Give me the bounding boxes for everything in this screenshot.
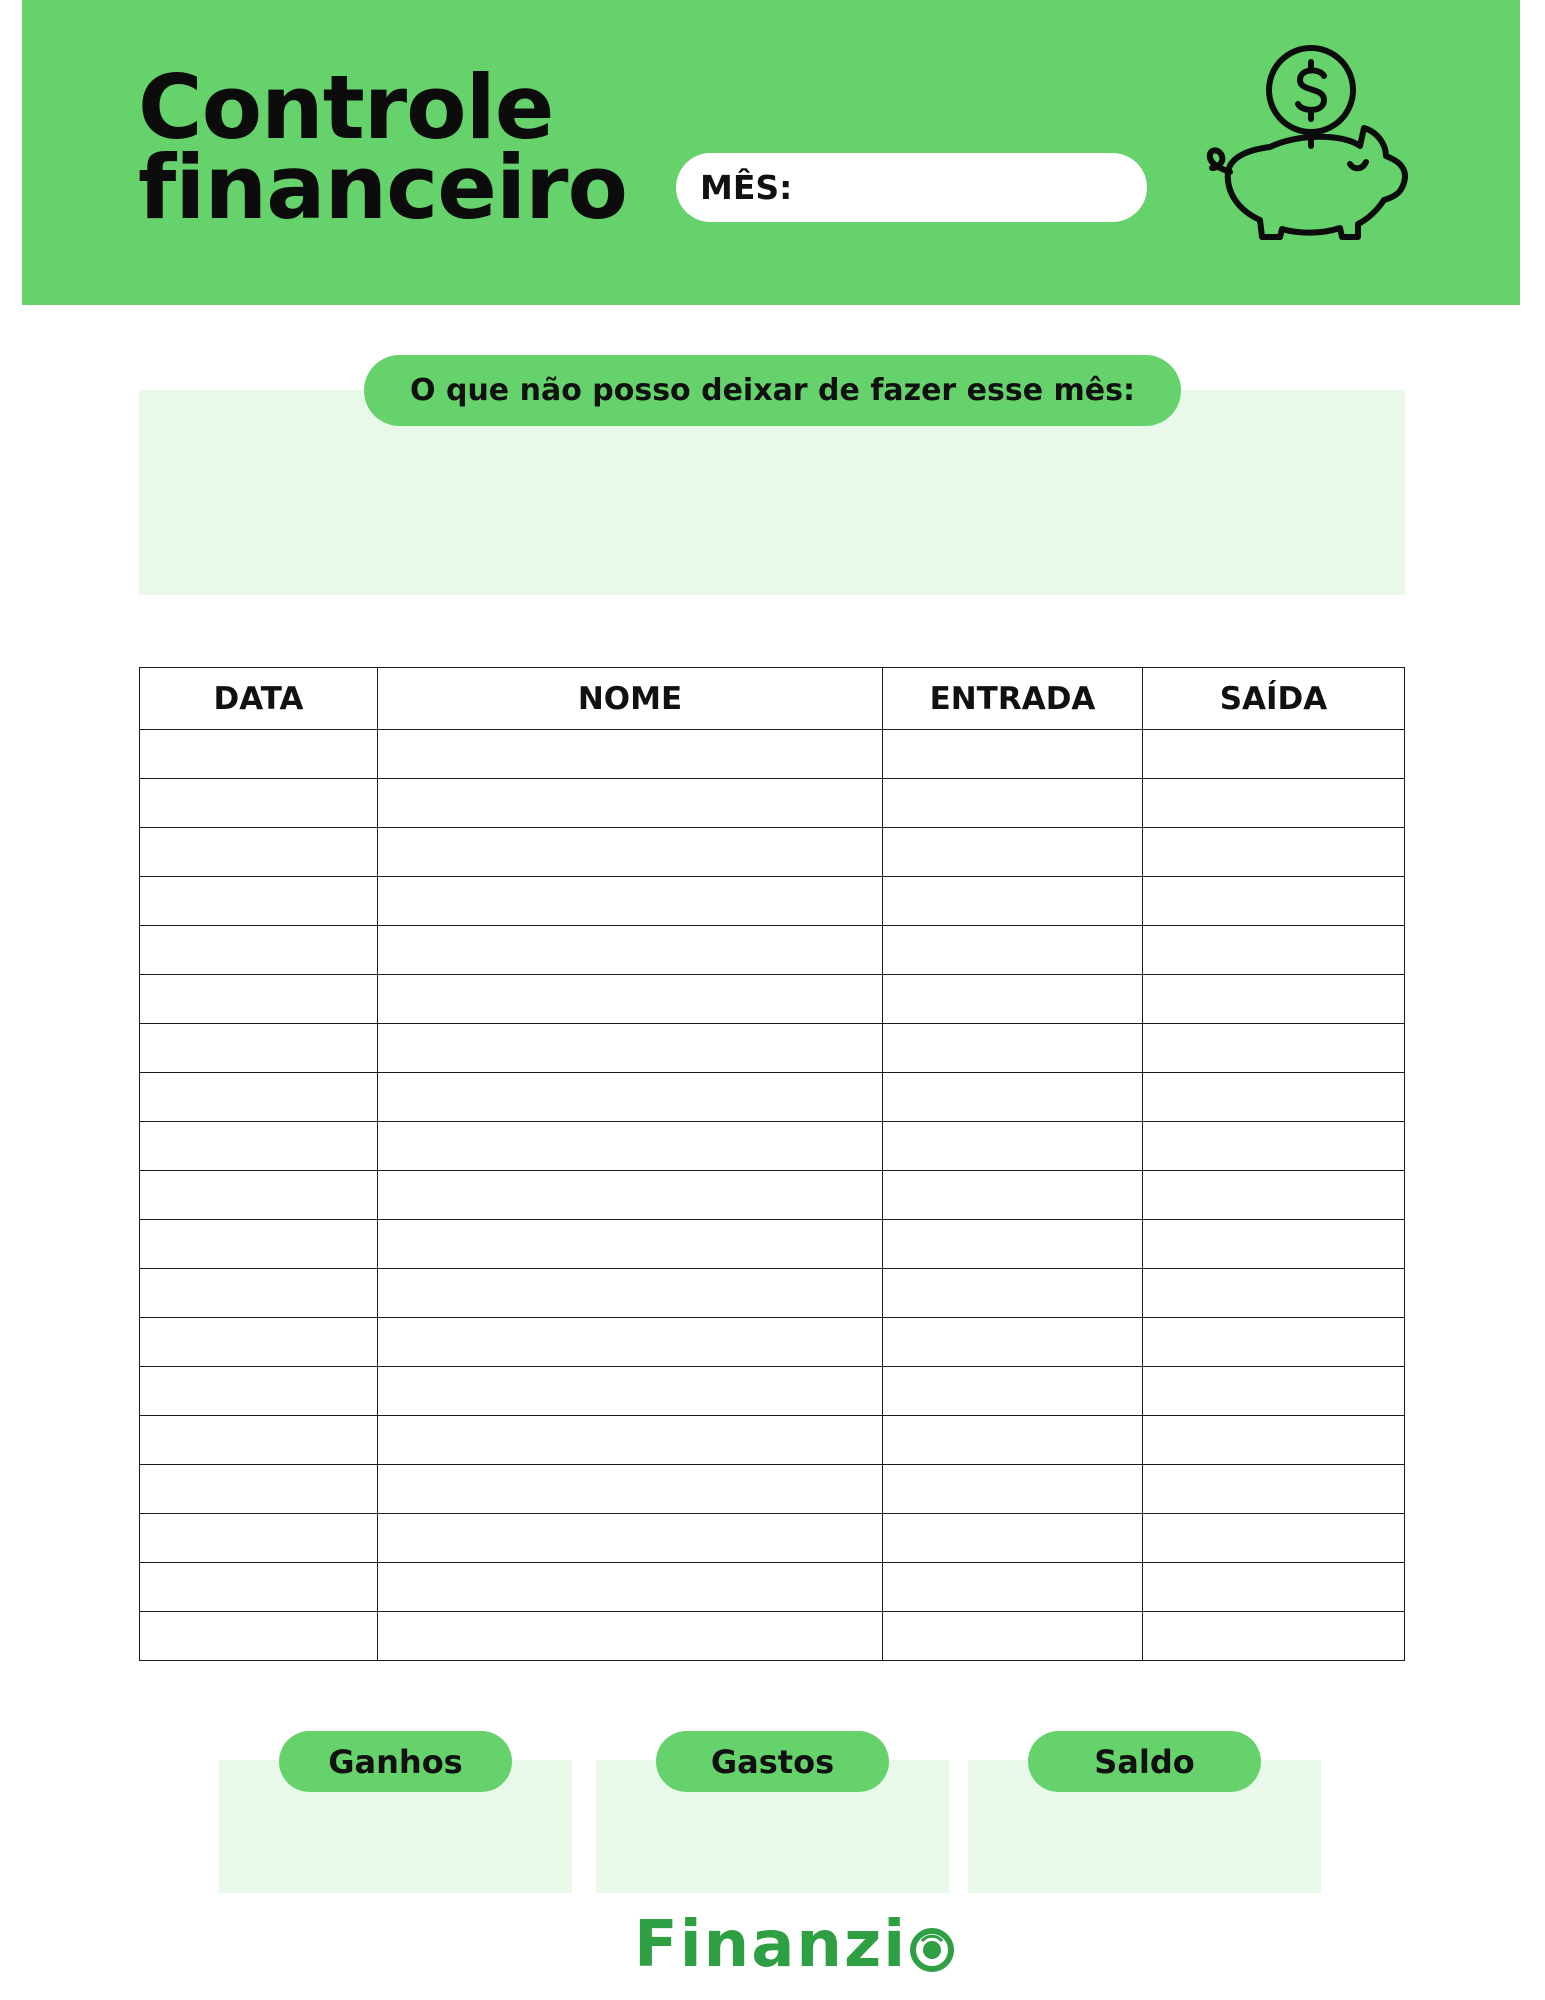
cell-saida[interactable]	[1143, 1171, 1405, 1220]
table-row	[140, 1367, 1405, 1416]
cell-nome[interactable]	[378, 1465, 883, 1514]
cell-nome[interactable]	[378, 1269, 883, 1318]
cell-nome[interactable]	[378, 1122, 883, 1171]
title-line-1: Controle	[138, 56, 554, 159]
cell-data[interactable]	[140, 1416, 378, 1465]
cell-data[interactable]	[140, 730, 378, 779]
cell-data[interactable]	[140, 1024, 378, 1073]
cell-saida[interactable]	[1143, 1269, 1405, 1318]
table-row	[140, 828, 1405, 877]
table-row	[140, 1073, 1405, 1122]
saldo-label: Saldo	[1028, 1731, 1261, 1792]
cell-saida[interactable]	[1143, 877, 1405, 926]
cell-saida[interactable]	[1143, 1465, 1405, 1514]
cell-entrada[interactable]	[883, 1465, 1143, 1514]
column-header-saida: SAÍDA	[1143, 668, 1405, 730]
cell-saida[interactable]	[1143, 1563, 1405, 1612]
table-row	[140, 1563, 1405, 1612]
cell-data[interactable]	[140, 1269, 378, 1318]
cell-nome[interactable]	[378, 1171, 883, 1220]
table-row	[140, 1269, 1405, 1318]
notes-heading: O que não posso deixar de fazer esse mês:	[364, 355, 1181, 426]
cell-data[interactable]	[140, 779, 378, 828]
page-title	[138, 56, 627, 239]
cell-saida[interactable]	[1143, 1514, 1405, 1563]
coin-cycle-icon	[909, 1927, 955, 1973]
cell-data[interactable]	[140, 1220, 378, 1269]
column-header-data: DATA	[140, 668, 378, 730]
table-row	[140, 1612, 1405, 1661]
cell-saida[interactable]	[1143, 975, 1405, 1024]
cell-saida[interactable]	[1143, 1318, 1405, 1367]
ganhos-label: Ganhos	[279, 1731, 512, 1792]
table-row	[140, 1514, 1405, 1563]
brand-logo	[634, 1910, 955, 1980]
cell-data[interactable]	[140, 1318, 378, 1367]
cell-entrada[interactable]	[883, 1073, 1143, 1122]
title-line-2: financeiro	[138, 136, 627, 239]
table-row	[140, 1318, 1405, 1367]
column-header-nome: NOME	[378, 668, 883, 730]
cell-saida[interactable]	[1143, 1416, 1405, 1465]
cell-entrada[interactable]	[883, 1514, 1143, 1563]
cell-data[interactable]	[140, 828, 378, 877]
cell-entrada[interactable]	[883, 779, 1143, 828]
table-row	[140, 1220, 1405, 1269]
cell-saida[interactable]	[1143, 1220, 1405, 1269]
month-label: MÊS:	[700, 168, 793, 207]
cell-entrada[interactable]	[883, 877, 1143, 926]
cell-saida[interactable]	[1143, 1122, 1405, 1171]
cell-nome[interactable]	[378, 1416, 883, 1465]
table-row	[140, 1171, 1405, 1220]
cell-entrada[interactable]	[883, 730, 1143, 779]
cell-entrada[interactable]	[883, 1269, 1143, 1318]
cell-entrada[interactable]	[883, 1171, 1143, 1220]
cell-nome[interactable]	[378, 1024, 883, 1073]
cell-entrada[interactable]	[883, 926, 1143, 975]
cell-saida[interactable]	[1143, 926, 1405, 975]
brand-name: Finanzi	[634, 1908, 908, 1982]
table-row	[140, 1465, 1405, 1514]
cell-saida[interactable]	[1143, 779, 1405, 828]
table-row	[140, 1122, 1405, 1171]
cell-data[interactable]	[140, 1367, 378, 1416]
ledger-header-row	[140, 668, 1405, 730]
cell-nome[interactable]	[378, 1073, 883, 1122]
cell-nome[interactable]	[378, 779, 883, 828]
cell-data[interactable]	[140, 1514, 378, 1563]
cell-entrada[interactable]	[883, 828, 1143, 877]
cell-entrada[interactable]	[883, 1563, 1143, 1612]
ledger-body	[140, 730, 1405, 1661]
cell-nome[interactable]	[378, 1563, 883, 1612]
month-field[interactable]	[676, 153, 1147, 222]
cell-saida[interactable]	[1143, 1024, 1405, 1073]
cell-nome[interactable]	[378, 1220, 883, 1269]
column-header-entrada: ENTRADA	[883, 668, 1143, 730]
cell-nome[interactable]	[378, 1367, 883, 1416]
cell-saida[interactable]	[1143, 1612, 1405, 1661]
cell-entrada[interactable]	[883, 1220, 1143, 1269]
cell-nome[interactable]	[378, 1514, 883, 1563]
cell-data[interactable]	[140, 1171, 378, 1220]
cell-nome[interactable]	[378, 730, 883, 779]
cell-nome[interactable]	[378, 828, 883, 877]
cell-entrada[interactable]	[883, 1318, 1143, 1367]
cell-data[interactable]	[140, 877, 378, 926]
cell-data[interactable]	[140, 926, 378, 975]
gastos-label: Gastos	[656, 1731, 889, 1792]
table-row	[140, 1416, 1405, 1465]
cell-entrada[interactable]	[883, 1024, 1143, 1073]
cell-saida[interactable]	[1143, 828, 1405, 877]
cell-entrada[interactable]	[883, 1416, 1143, 1465]
table-row	[140, 877, 1405, 926]
piggy-bank-dollar-icon	[1200, 42, 1420, 257]
cell-entrada[interactable]	[883, 1612, 1143, 1661]
cell-entrada[interactable]	[883, 975, 1143, 1024]
cell-data[interactable]	[140, 975, 378, 1024]
cell-entrada[interactable]	[883, 1122, 1143, 1171]
table-row	[140, 1024, 1405, 1073]
cell-entrada[interactable]	[883, 1367, 1143, 1416]
ledger-table	[139, 667, 1405, 1661]
cell-nome[interactable]	[378, 975, 883, 1024]
table-row	[140, 975, 1405, 1024]
cell-nome[interactable]	[378, 1612, 883, 1661]
cell-data[interactable]	[140, 1563, 378, 1612]
cell-nome[interactable]	[378, 926, 883, 975]
table-row	[140, 779, 1405, 828]
cell-nome[interactable]	[378, 877, 883, 926]
cell-saida[interactable]	[1143, 730, 1405, 779]
table-row	[140, 926, 1405, 975]
table-row	[140, 730, 1405, 779]
cell-saida[interactable]	[1143, 1073, 1405, 1122]
cell-saida[interactable]	[1143, 1367, 1405, 1416]
cell-nome[interactable]	[378, 1318, 883, 1367]
cell-data[interactable]	[140, 1612, 378, 1661]
cell-data[interactable]	[140, 1465, 378, 1514]
cell-data[interactable]	[140, 1073, 378, 1122]
cell-data[interactable]	[140, 1122, 378, 1171]
